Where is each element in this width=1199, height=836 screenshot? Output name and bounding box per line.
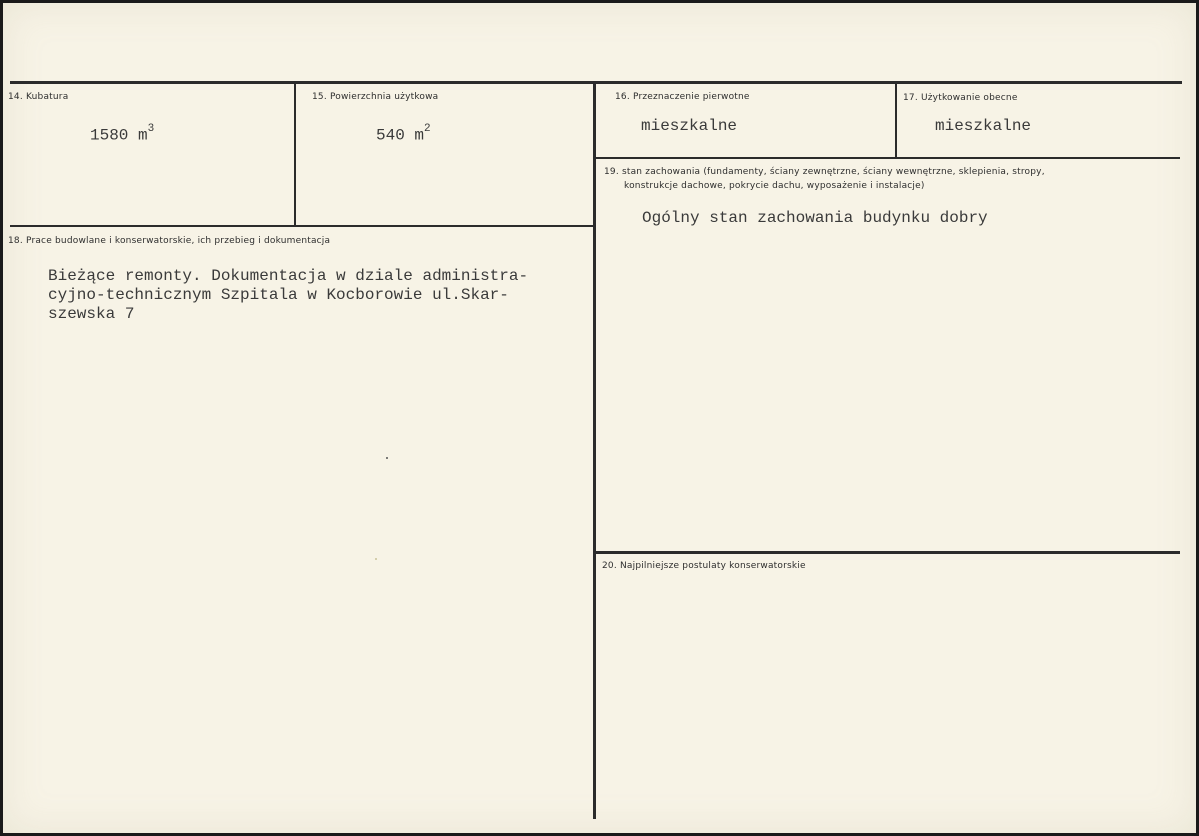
stan-zachowania-label-line1: 19. stan zachowania (fundamenty, ściany zewnętrzne, ściany wewnętrzne, sklepienia, stropy, (604, 167, 1045, 177)
kubatura-label: 14. Kubatura (8, 92, 69, 102)
prace-budowlane-label: 18. Prace budowlane i konserwatorskie, ich przebieg i dokumentacja (8, 236, 331, 246)
stan-zachowania-label-line2: konstrukcje dachowe, pokrycie dachu, wyposażenie i instalacje) (624, 181, 925, 191)
paper-speck (386, 457, 388, 459)
stan-zachowania-value: Ogólny stan zachowania budynku dobry (642, 209, 988, 227)
postulaty-label: 20. Najpilniejsze postulaty konserwatorskie (602, 561, 806, 571)
uzytkowanie-value: mieszkalne (935, 117, 1032, 135)
prace-budowlane-value: Bieżące remonty. Dokumentacja w dziale administra- cyjno-technicznym Szpitala w Kocborowie ul.Skar- szewska 7 (48, 267, 529, 323)
rule-below-14-15 (10, 225, 595, 227)
przeznaczenie-label: 16. Przeznaczenie pierwotne (615, 92, 750, 102)
divider-14-15 (294, 83, 296, 226)
divider-16-17 (895, 83, 897, 158)
uzytkowanie-label: 17. Użytkowanie obecne (903, 93, 1018, 103)
rule-above-20 (595, 551, 1180, 554)
przeznaczenie-value: mieszkalne (641, 117, 738, 135)
record-card (3, 3, 1196, 833)
rule-below-16-17 (595, 157, 1180, 159)
paper-speck (375, 558, 377, 560)
top-rule (10, 81, 1182, 84)
powierzchnia-value: 540 $m^2$ (376, 123, 431, 145)
powierzchnia-label: 15. Powierzchnia użytkowa (312, 92, 439, 102)
kubatura-value: 1580 $m^3$ (90, 123, 155, 145)
center-divider (593, 83, 596, 819)
